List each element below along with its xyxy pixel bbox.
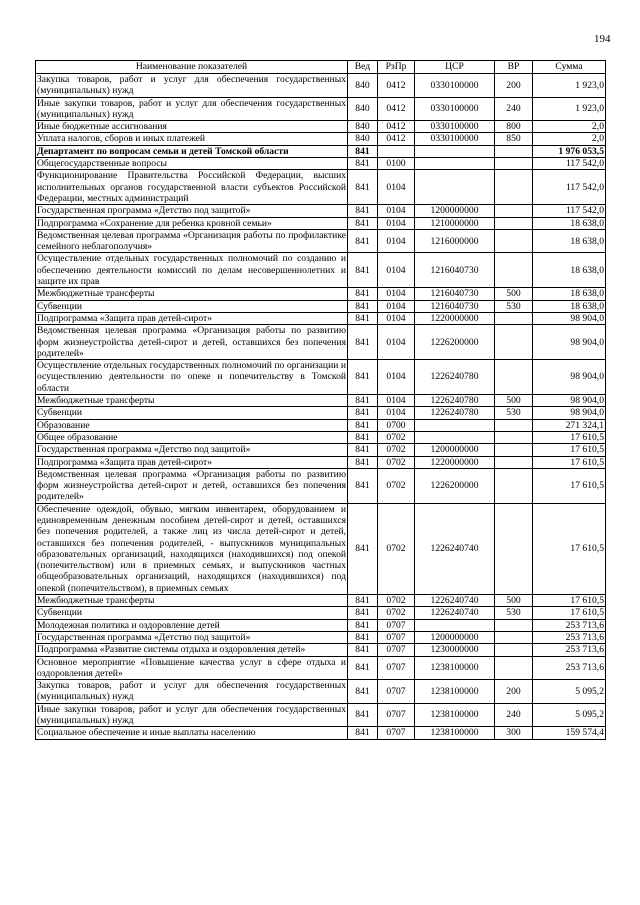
cell-ved: 841 (348, 407, 378, 419)
table-row (36, 360, 606, 395)
cell-vr (495, 360, 533, 395)
cell-vr (495, 419, 533, 431)
cell-vr: 240 (495, 703, 533, 727)
cell-sum: 17 610,5 (533, 444, 606, 456)
cell-vr (495, 656, 533, 680)
cell-vr: 300 (495, 727, 533, 739)
cell-sum: 18 638,0 (533, 217, 606, 229)
cell-ved: 841 (348, 456, 378, 468)
cell-sum: 253 713,6 (533, 631, 606, 643)
cell-rzpr: 0702 (378, 444, 415, 456)
cell-name: Основное мероприятие «Повышение качества услуг в сфере отдыха и оздоровления детей» (37, 656, 346, 679)
table-row (36, 419, 606, 431)
table-row (36, 253, 606, 288)
cell-vr (495, 456, 533, 468)
cell-sum: 17 610,5 (533, 595, 606, 607)
cell-name: Государственная программа «Детство под защитой» (36, 205, 348, 217)
cell-rzpr: 0104 (378, 288, 415, 300)
cell-ved: 841 (348, 631, 378, 643)
cell-csr (415, 419, 495, 431)
cell-sum: 2,0 (533, 133, 606, 145)
cell-csr: 1238100000 (415, 703, 495, 727)
cell-rzpr: 0700 (378, 419, 415, 431)
cell-ved: 841 (348, 325, 378, 360)
cell-name: Межбюджетные трансферты (36, 395, 348, 407)
cell-vr (495, 253, 533, 288)
table-row (36, 631, 606, 643)
cell-rzpr: 0707 (378, 619, 415, 631)
cell-csr (415, 145, 495, 157)
cell-rzpr: 0412 (378, 133, 415, 145)
cell-name: Субвенции (36, 607, 348, 619)
table-header-row (36, 61, 606, 74)
cell-vr: 500 (495, 595, 533, 607)
cell-sum: 1 923,0 (533, 74, 606, 98)
cell-vr (495, 229, 533, 253)
cell-rzpr: 0104 (378, 229, 415, 253)
cell-name: Молодежная политика и оздоровление детей (36, 619, 348, 631)
cell-sum: 117 542,0 (533, 170, 606, 205)
cell-name: Ведомственная целевая программа «Организация работы по развитию форм жизнеустройства детей-сирот и детей, оставшихся без попечения родителей» (37, 468, 346, 503)
cell-csr: 1226240740 (415, 595, 495, 607)
table-row (36, 133, 606, 145)
cell-vr (495, 468, 533, 503)
cell-rzpr: 0104 (378, 205, 415, 217)
cell-csr: 1226240740 (415, 503, 495, 594)
cell-vr: 530 (495, 300, 533, 312)
header-ved: Вед (348, 61, 378, 74)
cell-sum: 18 638,0 (533, 253, 606, 288)
table-row (36, 619, 606, 631)
cell-ved: 841 (348, 170, 378, 205)
cell-sum: 17 610,5 (533, 468, 606, 503)
page-number: 194 (594, 33, 611, 45)
table-row (36, 407, 606, 419)
table-row (36, 656, 606, 680)
cell-vr: 530 (495, 407, 533, 419)
cell-sum: 98 904,0 (533, 312, 606, 324)
cell-ved: 841 (348, 205, 378, 217)
cell-sum: 98 904,0 (533, 360, 606, 395)
cell-sum: 98 904,0 (533, 325, 606, 360)
table-row (36, 158, 606, 170)
cell-vr (495, 631, 533, 643)
cell-ved: 840 (348, 121, 378, 133)
cell-ved: 841 (348, 431, 378, 443)
header-sum: Сумма (533, 61, 606, 74)
cell-vr: 200 (495, 74, 533, 98)
cell-csr: 1216040730 (415, 300, 495, 312)
cell-csr: 1200000000 (415, 444, 495, 456)
table-row (36, 312, 606, 324)
table-row (36, 217, 606, 229)
cell-vr (495, 444, 533, 456)
cell-vr: 850 (495, 133, 533, 145)
table-row (36, 727, 606, 739)
budget-table (35, 60, 606, 740)
cell-ved: 840 (348, 97, 378, 121)
cell-sum: 17 610,5 (533, 607, 606, 619)
table-row (36, 680, 606, 704)
cell-sum: 17 610,5 (533, 456, 606, 468)
cell-vr (495, 503, 533, 594)
cell-rzpr: 0412 (378, 121, 415, 133)
cell-vr (495, 170, 533, 205)
cell-sum: 5 095,2 (533, 703, 606, 727)
cell-vr: 500 (495, 288, 533, 300)
cell-csr: 1226240780 (415, 407, 495, 419)
cell-csr: 1216000000 (415, 229, 495, 253)
cell-vr (495, 217, 533, 229)
cell-sum: 1 976 053,5 (533, 145, 606, 157)
table-row (36, 644, 606, 656)
cell-rzpr: 0707 (378, 703, 415, 727)
cell-ved: 841 (348, 360, 378, 395)
cell-name: Общее образование (36, 431, 348, 443)
cell-sum: 98 904,0 (533, 395, 606, 407)
cell-vr (495, 644, 533, 656)
cell-rzpr: 0104 (378, 253, 415, 288)
cell-rzpr: 0100 (378, 158, 415, 170)
cell-ved: 840 (348, 133, 378, 145)
cell-csr: 1216040730 (415, 253, 495, 288)
cell-rzpr: 0707 (378, 680, 415, 704)
cell-rzpr: 0702 (378, 431, 415, 443)
cell-name: Общегосударственные вопросы (36, 158, 348, 170)
cell-ved: 841 (348, 419, 378, 431)
table-row (36, 325, 606, 360)
cell-rzpr: 0412 (378, 74, 415, 98)
cell-name: Осуществление отдельных государственных полномочий по организации и осуществлению деятельности по опеке и попечительству в Томской области (37, 360, 346, 394)
cell-csr (415, 158, 495, 170)
cell-csr: 1238100000 (415, 680, 495, 704)
cell-rzpr: 0104 (378, 300, 415, 312)
cell-rzpr: 0104 (378, 170, 415, 205)
table-row (36, 395, 606, 407)
cell-name: Функционирование Правительства Российской Федерации, высших исполнительных органов государственной власти субъектов Российской Федерации, местных администраций (37, 170, 346, 204)
cell-name: Подпрограмма «Сохранение для ребенка кровной семьи» (36, 217, 348, 229)
cell-ved: 841 (348, 644, 378, 656)
cell-csr (415, 431, 495, 443)
cell-name: Межбюджетные трансферты (36, 595, 348, 607)
cell-csr: 1226240780 (415, 395, 495, 407)
cell-csr: 1200000000 (415, 631, 495, 643)
cell-ved: 841 (348, 253, 378, 288)
cell-csr: 0330100000 (415, 97, 495, 121)
cell-name: Иные закупки товаров, работ и услуг для обеспечения государственных (муниципальных) нужд (37, 97, 346, 120)
cell-rzpr: 0104 (378, 395, 415, 407)
cell-vr (495, 325, 533, 360)
header-csr: ЦСР (415, 61, 495, 74)
cell-vr: 200 (495, 680, 533, 704)
table-row (36, 456, 606, 468)
cell-rzpr: 0707 (378, 644, 415, 656)
cell-vr: 240 (495, 97, 533, 121)
cell-csr (415, 619, 495, 631)
cell-csr: 1200000000 (415, 205, 495, 217)
cell-ved: 841 (348, 217, 378, 229)
table-row (36, 431, 606, 443)
cell-rzpr: 0104 (378, 407, 415, 419)
table-row (36, 145, 606, 157)
cell-sum: 117 542,0 (533, 205, 606, 217)
cell-ved: 841 (348, 158, 378, 170)
cell-csr: 1226240780 (415, 360, 495, 395)
cell-ved: 841 (348, 145, 378, 157)
cell-name: Государственная программа «Детство под защитой» (36, 444, 348, 456)
cell-name: Подпрограмма «Защита прав детей-сирот» (36, 312, 348, 324)
cell-ved: 841 (348, 288, 378, 300)
cell-name: Иные бюджетные ассигнования (36, 121, 348, 133)
cell-sum: 17 610,5 (533, 503, 606, 594)
table-row (36, 205, 606, 217)
table-row (36, 595, 606, 607)
cell-csr: 1220000000 (415, 456, 495, 468)
cell-sum: 253 713,6 (533, 619, 606, 631)
cell-rzpr: 0104 (378, 360, 415, 395)
cell-ved: 841 (348, 229, 378, 253)
cell-rzpr: 0104 (378, 325, 415, 360)
cell-name: Обеспечение одеждой, обувью, мягким инвентарем, оборудованием и единовременным денежным пособием детей-сирот и детей, оставшихся без попечения родителей, а также лиц из числа детей-сирот и детей, оставшихся без попечения родителей, - выпускников муниципальных образовательных организаций, находящихся (находившихся) под опекой (попечительством) или в приемных семьях, и выпускников частных общеобразовательных организаций, находящихся (находившихся) под опекой (попечительством), в приемных семьях (37, 503, 346, 594)
table-row (36, 468, 606, 503)
cell-csr: 1226200000 (415, 325, 495, 360)
cell-name: Государственная программа «Детство под защитой» (36, 631, 348, 643)
cell-vr: 800 (495, 121, 533, 133)
cell-rzpr: 0707 (378, 727, 415, 739)
cell-csr: 0330100000 (415, 74, 495, 98)
cell-sum: 5 095,2 (533, 680, 606, 704)
cell-rzpr: 0104 (378, 312, 415, 324)
cell-vr (495, 205, 533, 217)
header-name: Наименование показателей (36, 61, 348, 74)
cell-csr: 0330100000 (415, 121, 495, 133)
cell-rzpr: 0707 (378, 656, 415, 680)
cell-rzpr: 0702 (378, 607, 415, 619)
cell-csr: 0330100000 (415, 133, 495, 145)
cell-name: Иные закупки товаров, работ и услуг для обеспечения государственных (муниципальных) нужд (37, 703, 346, 727)
cell-csr: 1238100000 (415, 656, 495, 680)
cell-name: Межбюджетные трансферты (36, 288, 348, 300)
cell-name: Закупка товаров, работ и услуг для обеспечения государственных (муниципальных) нужд (37, 74, 346, 97)
table-row (36, 229, 606, 253)
cell-ved: 841 (348, 727, 378, 739)
cell-csr: 1226240740 (415, 607, 495, 619)
cell-vr (495, 158, 533, 170)
cell-ved: 841 (348, 607, 378, 619)
cell-sum: 159 574,4 (533, 727, 606, 739)
cell-sum: 98 904,0 (533, 407, 606, 419)
cell-name: Образование (36, 419, 348, 431)
cell-vr (495, 312, 533, 324)
cell-rzpr: 0702 (378, 468, 415, 503)
cell-name: Уплата налогов, сборов и иных платежей (36, 133, 348, 145)
cell-sum: 2,0 (533, 121, 606, 133)
cell-sum: 253 713,6 (533, 644, 606, 656)
header-rzpr: РзПр (378, 61, 415, 74)
cell-name: Ведомственная целевая программа «Организация работы по профилактике семейного неблагополучия» (37, 229, 346, 253)
table-row (36, 444, 606, 456)
cell-vr (495, 431, 533, 443)
cell-sum: 18 638,0 (533, 300, 606, 312)
cell-ved: 841 (348, 595, 378, 607)
cell-name: Субвенции (36, 407, 348, 419)
cell-vr (495, 619, 533, 631)
table-row (36, 703, 606, 727)
cell-rzpr: 0412 (378, 97, 415, 121)
cell-name: Субвенции (36, 300, 348, 312)
cell-csr: 1210000000 (415, 217, 495, 229)
table-row (36, 74, 606, 98)
cell-csr: 1226200000 (415, 468, 495, 503)
cell-ved: 841 (348, 703, 378, 727)
cell-vr: 500 (495, 395, 533, 407)
cell-csr: 1216040730 (415, 288, 495, 300)
cell-sum: 271 324,1 (533, 419, 606, 431)
cell-name: Социальное обеспечение и иные выплаты населению (36, 727, 348, 739)
cell-ved: 841 (348, 312, 378, 324)
cell-csr: 1220000000 (415, 312, 495, 324)
cell-rzpr: 0702 (378, 456, 415, 468)
cell-name: Подпрограмма «Защита прав детей-сирот» (36, 456, 348, 468)
cell-csr: 1230000000 (415, 644, 495, 656)
table-row (36, 503, 606, 594)
cell-rzpr: 0702 (378, 503, 415, 594)
cell-csr (415, 170, 495, 205)
cell-rzpr: 0707 (378, 631, 415, 643)
cell-ved: 840 (348, 74, 378, 98)
cell-vr: 530 (495, 607, 533, 619)
cell-ved: 841 (348, 300, 378, 312)
cell-name: Осуществление отдельных государственных полномочий по созданию и обеспечению деятельности комиссий по делам несовершеннолетних и защите их прав (37, 253, 346, 288)
cell-ved: 841 (348, 444, 378, 456)
table-row (36, 97, 606, 121)
table-row (36, 607, 606, 619)
cell-sum: 18 638,0 (533, 288, 606, 300)
cell-sum: 1 923,0 (533, 97, 606, 121)
table-row (36, 288, 606, 300)
cell-name: Подпрограмма «Развитие системы отдыха и оздоровления детей» (36, 644, 348, 656)
header-vr: ВР (495, 61, 533, 74)
cell-name: Ведомственная целевая программа «Организация работы по развитию форм жизнеустройства детей-сирот и детей, оставшихся без попечения родителей» (37, 325, 346, 359)
cell-csr: 1238100000 (415, 727, 495, 739)
cell-ved: 841 (348, 656, 378, 680)
cell-ved: 841 (348, 680, 378, 704)
cell-ved: 841 (348, 619, 378, 631)
cell-ved: 841 (348, 503, 378, 594)
cell-name: Департамент по вопросам семьи и детей Томской области (36, 145, 348, 157)
table-row (36, 121, 606, 133)
cell-vr (495, 145, 533, 157)
cell-ved: 841 (348, 468, 378, 503)
cell-rzpr: 0104 (378, 217, 415, 229)
table-row (36, 170, 606, 205)
cell-sum: 17 610,5 (533, 431, 606, 443)
cell-sum: 117 542,0 (533, 158, 606, 170)
cell-rzpr (378, 145, 415, 157)
table-row (36, 300, 606, 312)
cell-ved: 841 (348, 395, 378, 407)
cell-sum: 253 713,6 (533, 656, 606, 680)
cell-rzpr: 0702 (378, 595, 415, 607)
cell-name: Закупка товаров, работ и услуг для обеспечения государственных (муниципальных) нужд (37, 680, 346, 703)
cell-sum: 18 638,0 (533, 229, 606, 253)
